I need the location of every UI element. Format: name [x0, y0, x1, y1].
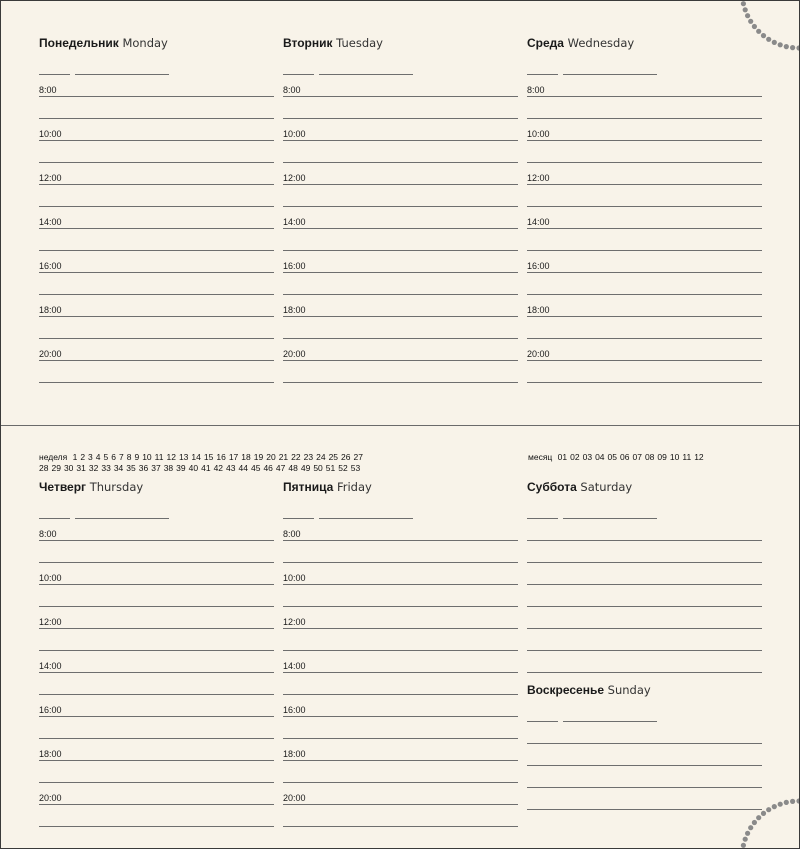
month-numbers — [528, 452, 710, 463]
hour-label: 20:00 — [283, 349, 306, 359]
hour-label: 20:00 — [527, 349, 550, 359]
decorative-dot — [756, 29, 761, 34]
hour-label: 8:00 — [283, 529, 301, 539]
hour-line — [39, 316, 274, 317]
number-item: 50 — [313, 463, 323, 473]
day-title-saturday — [527, 480, 632, 494]
day-title-sunday — [527, 683, 651, 697]
hour-label: 14:00 — [283, 217, 306, 227]
number-item: 13 — [178, 452, 189, 462]
hour-label: 12:00 — [39, 617, 62, 627]
note-line — [527, 765, 762, 766]
decorative-dot — [766, 37, 771, 42]
hour-line — [39, 184, 274, 185]
date-field-short — [527, 518, 558, 519]
week-numbers — [39, 452, 369, 474]
half-hour-line — [39, 118, 274, 119]
number-item: 5 — [103, 452, 109, 462]
number-item: 42 — [213, 463, 224, 473]
number-item: 39 — [176, 463, 186, 473]
number-item: 2 — [80, 452, 86, 462]
hour-line — [527, 360, 762, 361]
day-title-friday — [283, 480, 372, 494]
number-item: 25 — [328, 452, 339, 462]
date-field-long — [563, 518, 657, 519]
note-line — [527, 650, 762, 651]
day-name-en: Thursday — [86, 480, 144, 494]
hour-line — [39, 584, 274, 585]
hour-line — [283, 360, 518, 361]
date-field-long — [319, 518, 413, 519]
decorative-dot — [745, 831, 750, 836]
date-field-short — [283, 518, 314, 519]
hour-line — [39, 628, 274, 629]
decorative-dot — [784, 800, 789, 805]
hour-label: 18:00 — [527, 305, 550, 315]
day-title-thursday — [39, 480, 143, 494]
number-item: 11 — [154, 452, 164, 462]
decorative-dot — [741, 843, 746, 848]
number-item: 09 — [657, 452, 667, 462]
number-item: 41 — [201, 463, 211, 473]
number-item: 28 — [39, 463, 49, 473]
hour-line — [39, 140, 274, 141]
hour-line — [39, 96, 274, 97]
date-field-short — [283, 74, 314, 75]
decorative-dot — [743, 7, 748, 12]
half-hour-line — [39, 162, 274, 163]
note-line — [527, 809, 762, 810]
decorative-dot — [748, 825, 753, 830]
hour-line — [527, 272, 762, 273]
half-hour-line — [283, 650, 518, 651]
decorative-dot — [761, 33, 766, 38]
month-numbers-row — [558, 452, 707, 462]
day-name-en: Friday — [333, 480, 372, 494]
hour-label: 8:00 — [283, 85, 301, 95]
decorative-dot — [756, 815, 761, 820]
date-field-short — [527, 721, 558, 722]
half-hour-line — [283, 826, 518, 827]
half-hour-line — [39, 382, 274, 383]
hour-label: 20:00 — [283, 793, 306, 803]
half-hour-line — [527, 118, 762, 119]
number-item: 14 — [191, 452, 201, 462]
number-item: 15 — [203, 452, 214, 462]
number-item: 7 — [118, 452, 124, 462]
number-item: 6 — [111, 452, 116, 462]
number-item: 23 — [303, 452, 314, 462]
number-item: 49 — [300, 463, 311, 473]
hour-line — [283, 804, 518, 805]
half-hour-line — [283, 206, 518, 207]
half-hour-line — [39, 206, 274, 207]
hour-label: 8:00 — [39, 529, 57, 539]
number-item: 47 — [275, 463, 286, 473]
day-title-wednesday — [527, 36, 634, 50]
number-item: 3 — [88, 452, 93, 462]
hour-label: 18:00 — [39, 749, 62, 759]
hour-line — [39, 360, 274, 361]
number-item: 44 — [238, 463, 248, 473]
hour-label: 16:00 — [527, 261, 550, 271]
half-hour-line — [39, 650, 274, 651]
hour-label: 12:00 — [527, 173, 550, 183]
month-label: месяц — [528, 452, 553, 462]
day-name-en: Wednesday — [563, 36, 635, 50]
day-name-en: Saturday — [576, 480, 633, 494]
number-item: 38 — [163, 463, 174, 473]
hour-label: 12:00 — [39, 173, 62, 183]
hour-line — [39, 272, 274, 273]
hour-line — [283, 628, 518, 629]
hour-line — [283, 760, 518, 761]
number-item: 53 — [350, 463, 361, 473]
hour-line — [39, 540, 274, 541]
hour-line — [527, 140, 762, 141]
number-item: 40 — [188, 463, 199, 473]
day-name-ru: Вторник — [283, 36, 333, 50]
number-item: 26 — [341, 452, 351, 462]
half-hour-line — [283, 382, 518, 383]
half-hour-line — [283, 162, 518, 163]
number-item: 32 — [88, 463, 99, 473]
day-name-en: Tuesday — [332, 36, 383, 50]
half-hour-line — [39, 606, 274, 607]
number-item: 12 — [694, 452, 704, 462]
number-item: 9 — [134, 452, 140, 462]
hour-label: 10:00 — [39, 573, 62, 583]
number-item: 22 — [291, 452, 301, 462]
decorative-dot — [761, 811, 766, 816]
half-hour-line — [527, 206, 762, 207]
number-item: 27 — [353, 452, 363, 462]
number-item: 19 — [253, 452, 264, 462]
hour-label: 10:00 — [39, 129, 62, 139]
number-item: 18 — [241, 452, 251, 462]
note-line — [527, 672, 762, 673]
number-item: 34 — [113, 463, 124, 473]
half-hour-line — [283, 562, 518, 563]
number-item: 48 — [288, 463, 298, 473]
hour-label: 20:00 — [39, 349, 62, 359]
decorative-dot — [796, 45, 799, 50]
number-item: 20 — [266, 452, 276, 462]
number-item: 1 — [72, 452, 78, 462]
number-item: 43 — [226, 463, 236, 473]
hour-label: 16:00 — [39, 261, 62, 271]
number-item: 36 — [138, 463, 149, 473]
number-item: 08 — [644, 452, 655, 462]
hour-label: 10:00 — [283, 129, 306, 139]
decorative-dot — [772, 804, 777, 809]
hour-line — [283, 228, 518, 229]
half-hour-line — [283, 782, 518, 783]
date-field-long — [75, 518, 169, 519]
number-item: 05 — [607, 452, 618, 462]
number-item: 16 — [216, 452, 226, 462]
day-name-ru: Суббота — [527, 480, 577, 494]
decorative-dot — [772, 40, 777, 45]
number-item: 8 — [126, 452, 132, 462]
hour-line — [283, 272, 518, 273]
half-hour-line — [283, 606, 518, 607]
hour-line — [39, 228, 274, 229]
day-name-ru: Среда — [527, 36, 564, 50]
hour-label: 12:00 — [283, 617, 306, 627]
number-item: 4 — [95, 452, 101, 462]
half-hour-line — [527, 382, 762, 383]
number-item: 10 — [142, 452, 152, 462]
hour-label: 14:00 — [39, 661, 62, 671]
week-numbers-row2 — [39, 463, 363, 473]
date-field-long — [563, 721, 657, 722]
hour-label: 16:00 — [39, 705, 62, 715]
number-item: 02 — [570, 452, 580, 462]
day-name-ru: Воскресенье — [527, 683, 605, 697]
hour-line — [527, 184, 762, 185]
number-item: 10 — [669, 452, 680, 462]
hour-label: 8:00 — [527, 85, 545, 95]
number-item: 31 — [76, 463, 86, 473]
decorative-dot — [741, 1, 746, 6]
half-hour-line — [527, 162, 762, 163]
day-name-ru: Четверг — [39, 480, 87, 494]
decorative-dot — [743, 837, 748, 842]
decorative-dot — [796, 798, 799, 803]
hour-line — [283, 316, 518, 317]
note-line — [527, 606, 762, 607]
number-item: 12 — [166, 452, 176, 462]
week-numbers-row1 — [73, 452, 366, 462]
number-item: 17 — [228, 452, 239, 462]
hour-label: 14:00 — [283, 661, 306, 671]
hour-label: 18:00 — [283, 749, 306, 759]
decorative-dot — [766, 807, 771, 812]
half-hour-line — [527, 294, 762, 295]
hour-line — [283, 140, 518, 141]
number-item: 29 — [51, 463, 61, 473]
date-field-short — [39, 518, 70, 519]
date-field-long — [563, 74, 657, 75]
hour-line — [39, 760, 274, 761]
day-name-ru: Пятница — [283, 480, 334, 494]
decorative-dot — [784, 44, 789, 49]
number-item: 21 — [278, 452, 289, 462]
date-field-long — [75, 74, 169, 75]
half-hour-line — [283, 250, 518, 251]
number-item: 04 — [595, 452, 605, 462]
decorative-dot — [752, 820, 757, 825]
decorative-dot — [752, 24, 757, 29]
hour-line — [283, 672, 518, 673]
number-item: 03 — [582, 452, 593, 462]
decorative-dots — [1, 1, 799, 848]
half-hour-line — [283, 294, 518, 295]
hour-line — [283, 184, 518, 185]
note-line — [527, 562, 762, 563]
hour-label: 16:00 — [283, 705, 306, 715]
hour-line — [527, 228, 762, 229]
half-hour-line — [39, 738, 274, 739]
decorative-dot — [778, 802, 783, 807]
decorative-dot — [748, 19, 753, 24]
note-line — [527, 540, 762, 541]
hour-label: 10:00 — [527, 129, 550, 139]
hour-line — [283, 540, 518, 541]
date-field-long — [319, 74, 413, 75]
hour-label: 8:00 — [39, 85, 57, 95]
hour-label: 20:00 — [39, 793, 62, 803]
hour-line — [283, 716, 518, 717]
hour-line — [527, 316, 762, 317]
hour-line — [527, 96, 762, 97]
half-hour-line — [527, 250, 762, 251]
decorative-dot — [778, 42, 783, 47]
hour-label: 14:00 — [39, 217, 62, 227]
number-item: 24 — [316, 452, 326, 462]
hour-label: 18:00 — [283, 305, 306, 315]
number-item: 06 — [620, 452, 630, 462]
half-hour-line — [39, 826, 274, 827]
number-item: 37 — [151, 463, 161, 473]
note-line — [527, 787, 762, 788]
date-field-short — [39, 74, 70, 75]
number-item: 35 — [126, 463, 136, 473]
hour-line — [283, 96, 518, 97]
note-line — [527, 584, 762, 585]
hour-label: 18:00 — [39, 305, 62, 315]
number-item: 51 — [325, 463, 336, 473]
half-hour-line — [39, 782, 274, 783]
half-hour-line — [39, 294, 274, 295]
decorative-dot — [790, 45, 795, 50]
day-title-tuesday — [283, 36, 383, 50]
hour-label: 10:00 — [283, 573, 306, 583]
day-name-en: Sunday — [604, 683, 651, 697]
decorative-dot — [745, 13, 750, 18]
hour-label: 14:00 — [527, 217, 550, 227]
number-item: 11 — [682, 452, 692, 462]
half-hour-line — [39, 250, 274, 251]
half-hour-line — [283, 738, 518, 739]
half-hour-line — [39, 562, 274, 563]
note-line — [527, 743, 762, 744]
week-label: неделя — [39, 452, 68, 462]
note-line — [527, 628, 762, 629]
number-item: 33 — [101, 463, 111, 473]
number-item: 07 — [632, 452, 642, 462]
half-hour-line — [39, 338, 274, 339]
hour-line — [283, 584, 518, 585]
hour-line — [39, 716, 274, 717]
decorative-dot — [790, 799, 795, 804]
number-item: 01 — [557, 452, 568, 462]
half-hour-line — [283, 118, 518, 119]
hour-line — [39, 804, 274, 805]
number-item: 52 — [338, 463, 348, 473]
number-item: 45 — [250, 463, 261, 473]
number-item: 46 — [263, 463, 273, 473]
half-hour-line — [283, 694, 518, 695]
hour-label: 16:00 — [283, 261, 306, 271]
date-field-short — [527, 74, 558, 75]
hour-label: 12:00 — [283, 173, 306, 183]
day-title-monday — [39, 36, 168, 50]
half-hour-line — [283, 338, 518, 339]
day-name-ru: Понедельник — [39, 36, 119, 50]
half-hour-line — [39, 694, 274, 695]
day-name-en: Monday — [118, 36, 168, 50]
half-hour-line — [527, 338, 762, 339]
hour-line — [39, 672, 274, 673]
number-item: 30 — [63, 463, 74, 473]
